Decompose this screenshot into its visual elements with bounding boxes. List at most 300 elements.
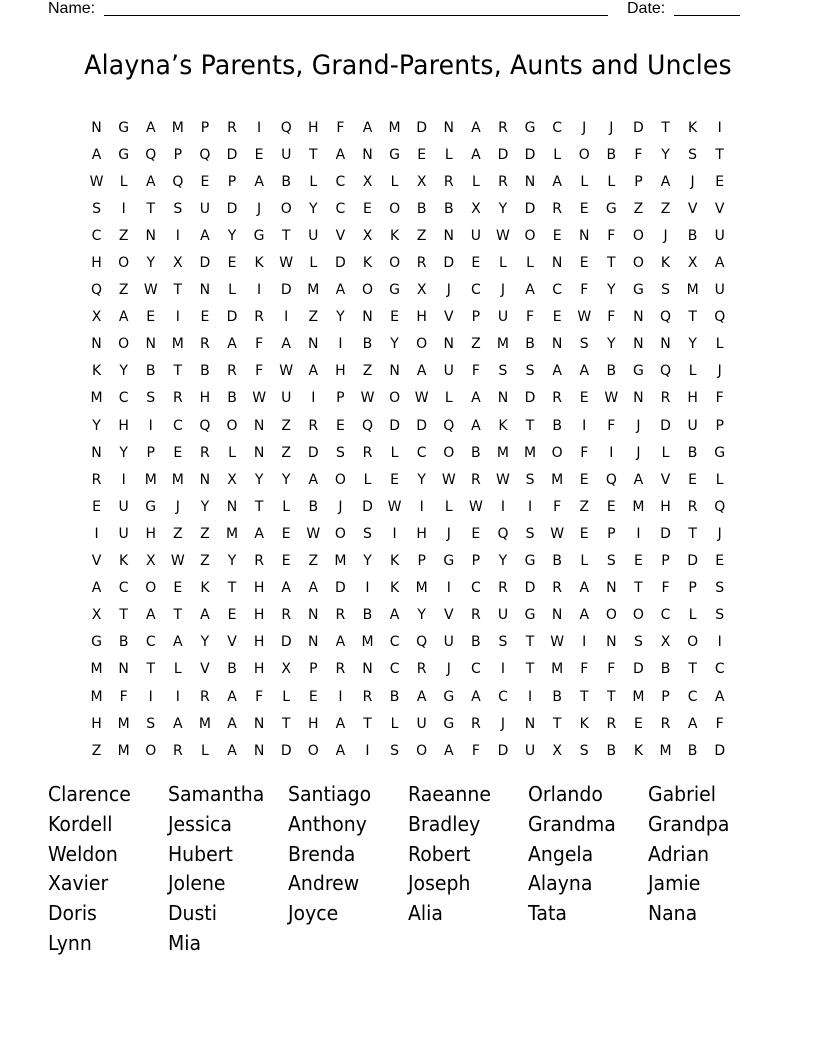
grid-letter[interactable]: N: [145, 227, 156, 244]
grid-letter[interactable]: W: [414, 390, 429, 407]
grid-letter[interactable]: E: [417, 146, 427, 163]
grid-letter[interactable]: U: [199, 200, 211, 217]
grid-letter[interactable]: A: [308, 363, 319, 380]
grid-letter[interactable]: A: [281, 580, 291, 597]
grid-letter[interactable]: Z: [91, 742, 102, 759]
grid-letter[interactable]: W: [550, 634, 565, 651]
grid-letter[interactable]: R: [470, 607, 481, 624]
grid-letter[interactable]: Q: [199, 146, 211, 163]
grid-letter[interactable]: D: [660, 417, 671, 434]
grid-letter[interactable]: K: [119, 553, 129, 570]
grid-letter[interactable]: A: [471, 119, 481, 136]
grid-letter[interactable]: R: [552, 200, 562, 217]
grid-letter[interactable]: T: [119, 607, 128, 624]
grid-letter[interactable]: E: [363, 200, 372, 217]
grid-letter[interactable]: X: [91, 309, 102, 326]
grid-letter[interactable]: U: [443, 634, 454, 651]
grid-letter[interactable]: Y: [498, 553, 508, 570]
grid-letter[interactable]: B: [308, 498, 319, 515]
grid-letter[interactable]: T: [254, 498, 264, 515]
grid-letter[interactable]: N: [308, 634, 319, 651]
grid-letter[interactable]: A: [416, 688, 427, 705]
grid-letter[interactable]: K: [389, 553, 400, 570]
grid-letter[interactable]: G: [524, 607, 536, 624]
grid-letter[interactable]: T: [525, 661, 535, 678]
grid-letter[interactable]: R: [335, 607, 346, 624]
grid-letter[interactable]: B: [660, 661, 671, 678]
grid-letter[interactable]: M: [415, 580, 428, 597]
grid-letter[interactable]: O: [632, 255, 644, 272]
grid-letter[interactable]: W: [496, 227, 510, 244]
grid-letter[interactable]: B: [606, 363, 617, 380]
grid-letter[interactable]: Y: [92, 417, 101, 434]
grid-letter[interactable]: X: [416, 282, 427, 299]
grid-letter[interactable]: M: [632, 498, 645, 515]
grid-letter[interactable]: R: [416, 661, 427, 678]
grid-letter[interactable]: H: [253, 580, 265, 597]
grid-letter[interactable]: A: [254, 525, 264, 542]
grid-letter[interactable]: E: [606, 498, 616, 515]
grid-letter[interactable]: L: [580, 553, 589, 570]
grid-letter[interactable]: Y: [200, 634, 210, 651]
grid-letter[interactable]: Z: [579, 498, 590, 515]
grid-letter[interactable]: D: [280, 742, 292, 759]
grid-letter[interactable]: A: [173, 634, 183, 651]
grid-letter[interactable]: L: [282, 498, 291, 515]
grid-letter[interactable]: B: [552, 688, 562, 705]
grid-letter[interactable]: A: [362, 119, 373, 136]
grid-letter[interactable]: W: [89, 173, 104, 190]
grid-letter[interactable]: M: [171, 471, 184, 488]
grid-letter[interactable]: J: [636, 444, 641, 461]
grid-letter[interactable]: G: [118, 119, 130, 136]
grid-letter[interactable]: R: [443, 173, 454, 190]
grid-letter[interactable]: Z: [173, 525, 183, 542]
grid-letter[interactable]: I: [257, 282, 262, 299]
grid-letter[interactable]: N: [362, 146, 373, 163]
grid-letter[interactable]: Y: [254, 471, 264, 488]
grid-letter[interactable]: Q: [172, 173, 184, 190]
grid-letter[interactable]: A: [552, 173, 562, 190]
grid-letter[interactable]: A: [714, 688, 725, 705]
grid-letter[interactable]: N: [362, 661, 373, 678]
grid-letter[interactable]: R: [308, 417, 319, 434]
grid-letter[interactable]: L: [580, 173, 589, 190]
grid-letter[interactable]: M: [686, 282, 699, 299]
grid-letter[interactable]: B: [552, 553, 562, 570]
grid-letter[interactable]: S: [173, 200, 183, 217]
grid-letter[interactable]: H: [253, 661, 265, 678]
grid-letter[interactable]: T: [173, 282, 183, 299]
grid-letter[interactable]: D: [335, 255, 346, 272]
grid-letter[interactable]: G: [145, 498, 157, 515]
grid-letter[interactable]: E: [579, 471, 589, 488]
grid-letter[interactable]: C: [660, 607, 671, 624]
grid-letter[interactable]: C: [687, 688, 698, 705]
grid-letter[interactable]: Z: [200, 553, 210, 570]
grid-letter[interactable]: E: [579, 200, 589, 217]
grid-letter[interactable]: N: [199, 282, 211, 299]
grid-letter[interactable]: D: [199, 255, 211, 272]
grid-letter[interactable]: K: [660, 255, 671, 272]
grid-letter[interactable]: I: [500, 498, 506, 515]
grid-letter[interactable]: D: [416, 119, 428, 136]
grid-letter[interactable]: B: [389, 688, 400, 705]
grid-letter[interactable]: P: [661, 553, 670, 570]
grid-letter[interactable]: B: [525, 336, 535, 353]
grid-letter[interactable]: R: [470, 471, 481, 488]
grid-letter[interactable]: M: [171, 119, 184, 136]
grid-letter[interactable]: N: [118, 661, 129, 678]
grid-letter[interactable]: E: [173, 580, 183, 597]
grid-letter[interactable]: X: [173, 255, 183, 272]
grid-letter[interactable]: R: [200, 336, 210, 353]
grid-letter[interactable]: K: [498, 417, 508, 434]
grid-letter[interactable]: E: [579, 525, 589, 542]
grid-letter[interactable]: R: [660, 390, 671, 407]
grid-letter[interactable]: H: [416, 525, 427, 542]
grid-letter[interactable]: T: [281, 715, 291, 732]
grid-letter[interactable]: E: [200, 173, 210, 190]
grid-letter[interactable]: W: [387, 498, 402, 515]
grid-letter[interactable]: J: [446, 525, 451, 542]
grid-letter[interactable]: L: [444, 390, 453, 407]
grid-letter[interactable]: Y: [309, 200, 318, 217]
grid-letter[interactable]: L: [607, 173, 616, 190]
grid-letter[interactable]: E: [390, 309, 399, 326]
grid-letter[interactable]: D: [362, 498, 373, 515]
grid-letter[interactable]: I: [582, 417, 587, 434]
grid-letter[interactable]: O: [416, 336, 428, 353]
grid-letter[interactable]: M: [307, 282, 320, 299]
grid-letter[interactable]: U: [687, 417, 698, 434]
grid-letter[interactable]: W: [441, 471, 456, 488]
grid-letter[interactable]: Z: [633, 200, 644, 217]
grid-letter[interactable]: N: [606, 580, 617, 597]
grid-letter[interactable]: F: [255, 363, 264, 380]
grid-letter[interactable]: A: [227, 688, 237, 705]
grid-letter[interactable]: J: [338, 498, 343, 515]
grid-letter[interactable]: U: [118, 498, 129, 515]
grid-letter[interactable]: D: [633, 661, 644, 678]
grid-letter[interactable]: R: [172, 390, 183, 407]
grid-letter[interactable]: D: [497, 742, 509, 759]
grid-letter[interactable]: L: [309, 255, 318, 272]
grid-letter[interactable]: U: [281, 390, 292, 407]
grid-letter[interactable]: Y: [227, 227, 237, 244]
grid-letter[interactable]: I: [175, 309, 180, 326]
grid-letter[interactable]: T: [525, 634, 535, 651]
grid-letter[interactable]: I: [609, 444, 614, 461]
grid-letter[interactable]: A: [281, 336, 291, 353]
grid-letter[interactable]: N: [253, 417, 265, 434]
grid-letter[interactable]: N: [578, 227, 590, 244]
grid-letter[interactable]: Z: [416, 227, 427, 244]
grid-letter[interactable]: W: [496, 471, 510, 488]
grid-letter[interactable]: C: [335, 200, 346, 217]
grid-letter[interactable]: E: [227, 607, 237, 624]
grid-letter[interactable]: R: [687, 498, 698, 515]
grid-letter[interactable]: Y: [281, 471, 291, 488]
grid-letter[interactable]: U: [497, 607, 509, 624]
grid-letter[interactable]: W: [306, 525, 321, 542]
grid-letter[interactable]: B: [227, 390, 237, 407]
grid-letter[interactable]: B: [606, 742, 617, 759]
grid-letter[interactable]: C: [416, 444, 427, 461]
grid-letter[interactable]: O: [118, 336, 130, 353]
grid-letter[interactable]: L: [688, 607, 697, 624]
grid-letter[interactable]: R: [362, 688, 373, 705]
grid-letter[interactable]: Q: [361, 417, 373, 434]
grid-letter[interactable]: D: [524, 200, 536, 217]
grid-letter[interactable]: L: [471, 173, 480, 190]
grid-letter[interactable]: Y: [390, 336, 399, 353]
grid-letter[interactable]: S: [579, 336, 589, 353]
grid-letter[interactable]: O: [118, 255, 130, 272]
grid-letter[interactable]: Y: [119, 363, 128, 380]
grid-letter[interactable]: A: [471, 688, 481, 705]
grid-letter[interactable]: T: [281, 227, 291, 244]
grid-letter[interactable]: V: [687, 200, 698, 217]
grid-letter[interactable]: A: [389, 607, 400, 624]
grid-letter[interactable]: X: [145, 553, 156, 570]
grid-letter[interactable]: A: [227, 715, 237, 732]
grid-letter[interactable]: L: [499, 255, 507, 272]
grid-letter[interactable]: F: [471, 742, 480, 759]
grid-letter[interactable]: E: [633, 715, 643, 732]
grid-letter[interactable]: B: [687, 227, 698, 244]
grid-letter[interactable]: Y: [607, 336, 616, 353]
grid-letter[interactable]: G: [714, 444, 726, 461]
grid-letter[interactable]: A: [335, 715, 346, 732]
grid-letter[interactable]: Q: [714, 498, 726, 515]
grid-letter[interactable]: D: [307, 444, 319, 461]
grid-letter[interactable]: L: [390, 444, 399, 461]
grid-letter[interactable]: Z: [281, 444, 291, 461]
grid-letter[interactable]: E: [146, 309, 156, 326]
grid-letter[interactable]: C: [118, 580, 129, 597]
grid-letter[interactable]: I: [582, 634, 587, 651]
grid-letter[interactable]: A: [308, 580, 319, 597]
grid-letter[interactable]: B: [281, 173, 291, 190]
grid-letter[interactable]: V: [443, 607, 454, 624]
grid-letter[interactable]: V: [660, 471, 671, 488]
grid-letter[interactable]: G: [253, 227, 265, 244]
grid-letter[interactable]: M: [551, 661, 564, 678]
grid-letter[interactable]: H: [199, 390, 211, 407]
grid-letter[interactable]: P: [607, 525, 616, 542]
grid-letter[interactable]: E: [715, 173, 725, 190]
grid-letter[interactable]: A: [579, 607, 590, 624]
grid-letter[interactable]: R: [552, 580, 562, 597]
grid-letter[interactable]: N: [389, 363, 400, 380]
grid-letter[interactable]: H: [91, 715, 102, 732]
grid-letter[interactable]: B: [200, 363, 210, 380]
grid-letter[interactable]: I: [284, 309, 289, 326]
grid-letter[interactable]: G: [632, 363, 644, 380]
grid-letter[interactable]: N: [497, 390, 509, 407]
grid-letter[interactable]: P: [471, 553, 481, 570]
grid-letter[interactable]: T: [363, 715, 372, 732]
grid-letter[interactable]: H: [308, 119, 319, 136]
grid-letter[interactable]: Q: [497, 525, 509, 542]
grid-letter[interactable]: I: [527, 688, 533, 705]
grid-letter[interactable]: X: [471, 200, 481, 217]
grid-letter[interactable]: R: [660, 715, 671, 732]
grid-letter[interactable]: K: [91, 363, 102, 380]
grid-letter[interactable]: U: [470, 227, 481, 244]
grid-letter[interactable]: K: [389, 580, 400, 597]
grid-letter[interactable]: L: [309, 173, 318, 190]
grid-letter[interactable]: K: [633, 742, 644, 759]
grid-letter[interactable]: S: [579, 742, 589, 759]
grid-letter[interactable]: A: [660, 173, 671, 190]
grid-letter[interactable]: G: [524, 553, 536, 570]
grid-letter[interactable]: G: [443, 553, 455, 570]
grid-letter[interactable]: O: [145, 580, 157, 597]
grid-letter[interactable]: U: [416, 715, 427, 732]
grid-letter[interactable]: S: [390, 742, 400, 759]
grid-letter[interactable]: V: [335, 227, 346, 244]
grid-letter[interactable]: H: [91, 255, 102, 272]
grid-letter[interactable]: N: [443, 119, 454, 136]
grid-letter[interactable]: I: [365, 742, 370, 759]
grid-letter[interactable]: L: [228, 282, 236, 299]
grid-letter[interactable]: C: [335, 173, 346, 190]
grid-letter[interactable]: Z: [660, 200, 671, 217]
grid-letter[interactable]: H: [145, 525, 156, 542]
grid-letter[interactable]: W: [279, 255, 294, 272]
grid-letter[interactable]: A: [714, 255, 725, 272]
grid-letter[interactable]: A: [91, 580, 102, 597]
grid-letter[interactable]: M: [632, 688, 645, 705]
grid-letter[interactable]: U: [714, 227, 725, 244]
grid-letter[interactable]: A: [552, 363, 562, 380]
grid-letter[interactable]: N: [91, 336, 102, 353]
grid-letter[interactable]: J: [446, 282, 451, 299]
grid-letter[interactable]: C: [470, 661, 481, 678]
grid-letter[interactable]: I: [717, 119, 722, 136]
grid-letter[interactable]: I: [717, 634, 722, 651]
grid-letter[interactable]: L: [363, 471, 372, 488]
grid-letter[interactable]: R: [362, 444, 373, 461]
grid-letter[interactable]: H: [253, 607, 265, 624]
grid-letter[interactable]: T: [173, 363, 183, 380]
grid-letter[interactable]: A: [579, 363, 590, 380]
grid-letter[interactable]: W: [468, 498, 483, 515]
grid-letter[interactable]: E: [281, 553, 291, 570]
grid-letter[interactable]: I: [338, 688, 343, 705]
grid-letter[interactable]: T: [688, 525, 697, 542]
grid-letter[interactable]: G: [443, 688, 455, 705]
grid-letter[interactable]: B: [362, 336, 373, 353]
grid-letter[interactable]: T: [715, 146, 724, 163]
grid-letter[interactable]: F: [715, 715, 724, 732]
grid-letter[interactable]: Y: [417, 471, 426, 488]
grid-letter[interactable]: C: [145, 634, 156, 651]
grid-letter[interactable]: I: [148, 688, 153, 705]
grid-letter[interactable]: E: [254, 146, 264, 163]
grid-letter[interactable]: I: [392, 525, 397, 542]
grid-letter[interactable]: O: [389, 255, 401, 272]
grid-letter[interactable]: B: [552, 417, 562, 434]
grid-letter[interactable]: A: [200, 227, 210, 244]
grid-letter[interactable]: I: [636, 525, 641, 542]
grid-letter[interactable]: M: [659, 742, 672, 759]
grid-letter[interactable]: B: [471, 634, 481, 651]
grid-letter[interactable]: P: [715, 417, 724, 434]
grid-letter[interactable]: X: [227, 471, 237, 488]
grid-letter[interactable]: D: [633, 119, 644, 136]
grid-letter[interactable]: X: [91, 607, 102, 624]
grid-letter[interactable]: K: [389, 227, 400, 244]
grid-letter[interactable]: N: [253, 742, 265, 759]
grid-letter[interactable]: T: [688, 661, 697, 678]
grid-letter[interactable]: A: [200, 607, 210, 624]
grid-letter[interactable]: W: [577, 309, 592, 326]
grid-letter[interactable]: B: [687, 742, 698, 759]
grid-letter[interactable]: M: [496, 336, 509, 353]
grid-letter[interactable]: S: [146, 715, 156, 732]
grid-letter[interactable]: E: [173, 444, 183, 461]
grid-letter[interactable]: E: [579, 255, 589, 272]
grid-letter[interactable]: M: [361, 634, 374, 651]
grid-letter[interactable]: N: [308, 607, 319, 624]
grid-letter[interactable]: Y: [227, 553, 237, 570]
grid-letter[interactable]: B: [145, 363, 156, 380]
grid-letter[interactable]: L: [688, 363, 697, 380]
grid-letter[interactable]: C: [91, 227, 102, 244]
grid-letter[interactable]: E: [715, 553, 725, 570]
grid-letter[interactable]: W: [279, 363, 294, 380]
grid-letter[interactable]: N: [606, 634, 617, 651]
grid-letter[interactable]: Y: [200, 498, 210, 515]
grid-letter[interactable]: M: [144, 471, 157, 488]
grid-letter[interactable]: F: [607, 227, 616, 244]
grid-letter[interactable]: L: [173, 661, 182, 678]
grid-letter[interactable]: J: [500, 282, 506, 299]
grid-letter[interactable]: X: [362, 227, 373, 244]
grid-letter[interactable]: L: [715, 471, 724, 488]
grid-letter[interactable]: O: [687, 634, 699, 651]
grid-letter[interactable]: U: [118, 525, 129, 542]
grid-letter[interactable]: G: [389, 146, 400, 163]
grid-letter[interactable]: A: [91, 146, 102, 163]
grid-letter[interactable]: P: [661, 688, 670, 705]
grid-letter[interactable]: D: [280, 282, 292, 299]
grid-letter[interactable]: A: [443, 742, 454, 759]
grid-letter[interactable]: P: [417, 553, 426, 570]
grid-letter[interactable]: O: [307, 742, 319, 759]
grid-letter[interactable]: H: [687, 390, 698, 407]
grid-letter[interactable]: M: [90, 390, 103, 407]
grid-letter[interactable]: T: [525, 417, 535, 434]
grid-letter[interactable]: O: [389, 390, 401, 407]
grid-letter[interactable]: U: [281, 146, 292, 163]
grid-letter[interactable]: O: [578, 146, 590, 163]
grid-letter[interactable]: R: [552, 390, 562, 407]
grid-letter[interactable]: X: [687, 255, 698, 272]
grid-letter[interactable]: C: [470, 282, 481, 299]
grid-letter[interactable]: M: [225, 525, 239, 542]
grid-letter[interactable]: M: [551, 471, 564, 488]
grid-letter[interactable]: Y: [661, 146, 670, 163]
grid-letter[interactable]: Y: [607, 282, 616, 299]
grid-letter[interactable]: Y: [363, 553, 372, 570]
grid-letter[interactable]: S: [661, 282, 670, 299]
grid-letter[interactable]: N: [633, 336, 644, 353]
grid-letter[interactable]: Y: [688, 336, 697, 353]
